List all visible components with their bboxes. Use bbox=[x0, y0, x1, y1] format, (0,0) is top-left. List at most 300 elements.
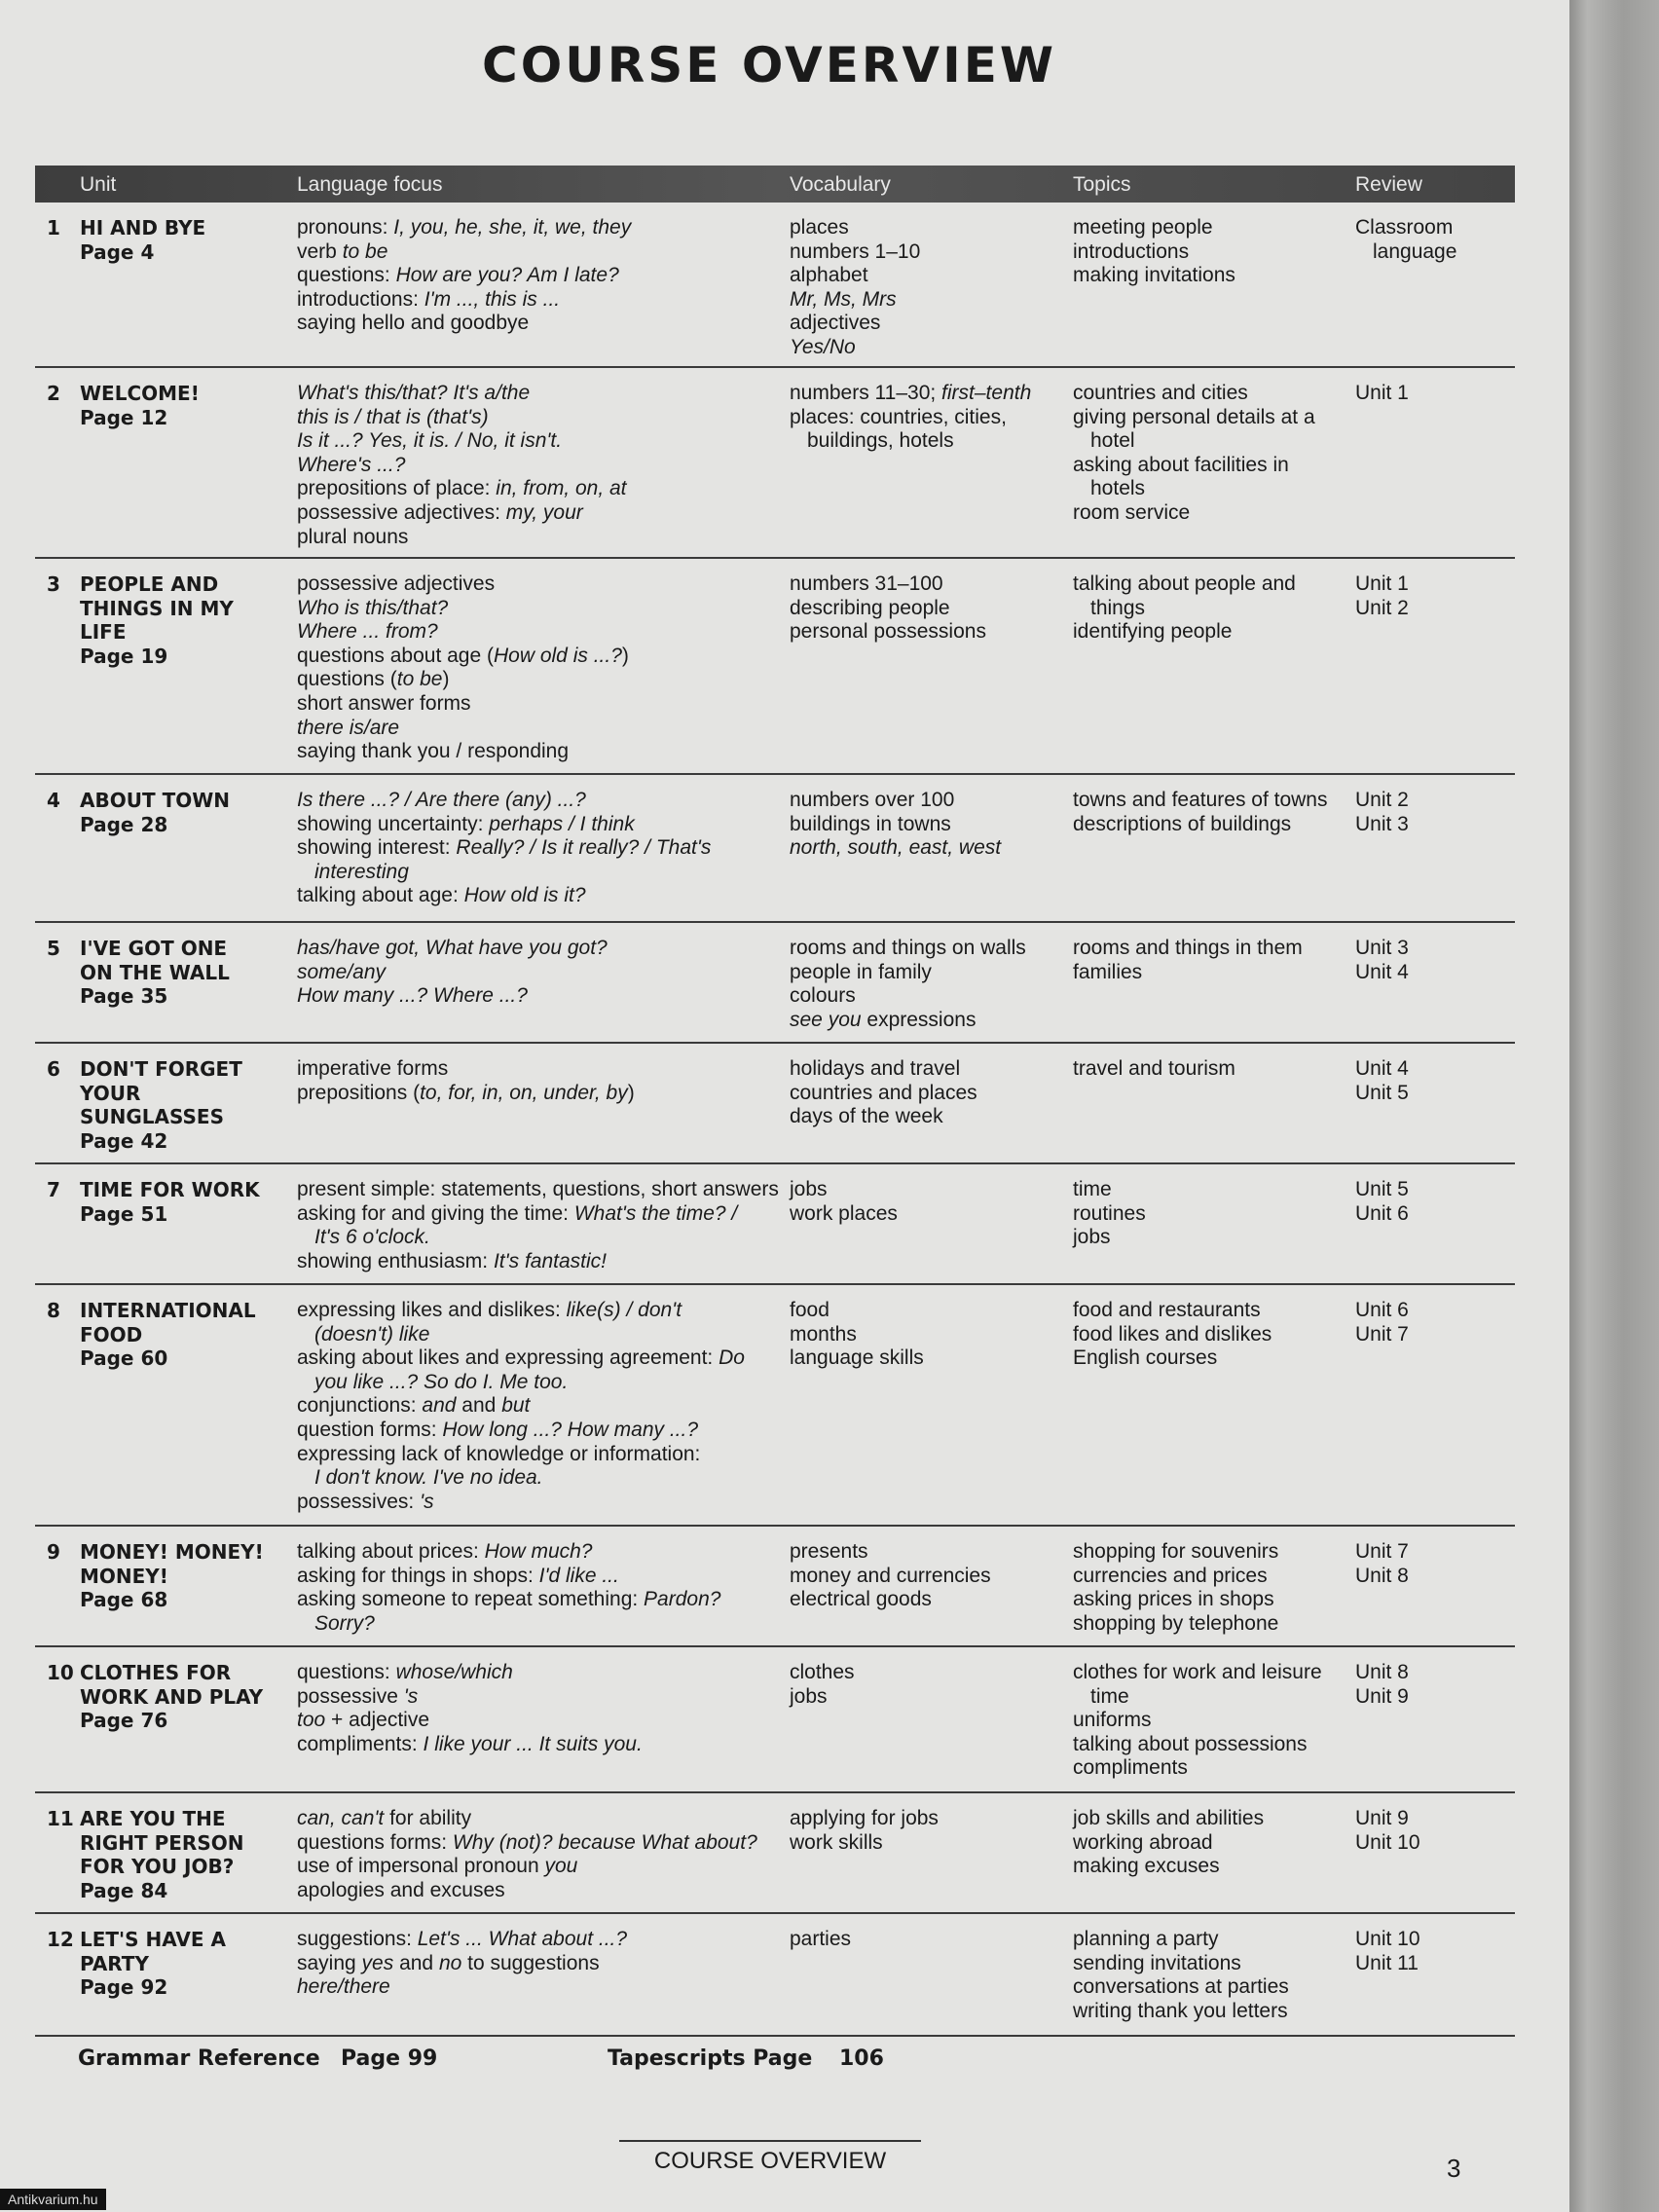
topics-text: meeting people bbox=[1073, 216, 1213, 239]
unit-title-line: CLOTHES FOR bbox=[80, 1661, 232, 1684]
language-focus-line bbox=[297, 454, 784, 478]
language-focus-line bbox=[297, 1394, 784, 1419]
language-focus-text: Where's ...? bbox=[297, 453, 406, 476]
vocabulary-text: language skills bbox=[790, 1346, 924, 1370]
topics-cell bbox=[1073, 216, 1355, 288]
vocabulary-text: people in family bbox=[790, 960, 932, 983]
grammar-reference-page: Page 99 bbox=[341, 2046, 438, 2071]
language-focus-line bbox=[297, 1855, 784, 1879]
topics-text: travel and tourism bbox=[1073, 1057, 1235, 1080]
language-focus-cell bbox=[297, 1661, 784, 1756]
topics-text: making excuses bbox=[1073, 1855, 1220, 1878]
topics-line bbox=[1073, 813, 1355, 837]
language-focus-line bbox=[297, 312, 784, 336]
topics-text: towns and features of towns bbox=[1073, 789, 1328, 811]
language-focus-text: showing uncertainty: bbox=[297, 812, 490, 835]
language-focus-line bbox=[297, 1491, 784, 1515]
language-focus-line bbox=[297, 1082, 784, 1106]
unit-title bbox=[80, 789, 304, 836]
language-focus-cell bbox=[297, 1928, 784, 2000]
language-focus-line bbox=[297, 1371, 784, 1395]
language-focus-line bbox=[297, 717, 784, 741]
unit-number: 11 bbox=[47, 1807, 74, 1830]
header-language-focus: Language focus bbox=[297, 173, 443, 196]
topics-text: conversations at parties bbox=[1073, 1975, 1289, 1999]
language-focus-line bbox=[297, 1879, 784, 1903]
table-row bbox=[35, 923, 1515, 1044]
language-focus-line bbox=[297, 1466, 784, 1491]
topics-text: rooms and things in them bbox=[1073, 937, 1303, 959]
review-cell bbox=[1355, 789, 1501, 836]
language-focus-text: It's fantastic! bbox=[493, 1249, 608, 1272]
vocabulary-line bbox=[790, 1202, 1062, 1227]
table-row bbox=[35, 1647, 1515, 1793]
vocabulary-text: months bbox=[790, 1322, 857, 1346]
review-line bbox=[1355, 813, 1501, 837]
language-focus-text: Why (not)? because What about? bbox=[452, 1830, 757, 1854]
vocabulary-line bbox=[790, 1565, 1062, 1589]
topics-line bbox=[1073, 1661, 1355, 1685]
language-focus-text: How old is it? bbox=[463, 884, 586, 907]
unit-title bbox=[80, 1299, 304, 1371]
language-focus-cell bbox=[297, 1057, 784, 1105]
language-focus-text: showing enthusiasm: bbox=[297, 1249, 494, 1272]
unit-title-line: WORK AND PLAY bbox=[80, 1684, 264, 1709]
review-line bbox=[1355, 572, 1501, 597]
unit-title-line: I'VE GOT ONE bbox=[80, 937, 228, 960]
table-header bbox=[35, 166, 1515, 203]
review-cell bbox=[1355, 1178, 1501, 1226]
language-focus-line bbox=[297, 861, 784, 885]
vocabulary-text: see you bbox=[790, 1008, 862, 1031]
vocabulary-line bbox=[790, 1323, 1062, 1347]
language-focus-line bbox=[297, 1443, 784, 1467]
review-text: Unit 5 bbox=[1355, 1081, 1409, 1104]
topics-line bbox=[1073, 477, 1355, 501]
unit-title-line: ABOUT TOWN bbox=[80, 789, 231, 812]
review-line bbox=[1355, 1661, 1501, 1685]
review-line bbox=[1355, 597, 1501, 621]
review-cell bbox=[1355, 1807, 1501, 1855]
language-focus-text: verb bbox=[297, 240, 343, 263]
language-focus-line bbox=[297, 813, 784, 837]
review-line bbox=[1355, 1323, 1501, 1347]
vocabulary-line bbox=[790, 597, 1062, 621]
language-focus-text: to be bbox=[342, 240, 388, 263]
topics-line bbox=[1073, 1975, 1355, 2000]
vocabulary-line bbox=[790, 961, 1062, 985]
topics-line bbox=[1073, 406, 1355, 430]
unit-number: 12 bbox=[47, 1928, 74, 1951]
language-focus-text: questions: bbox=[297, 1661, 396, 1683]
vocabulary-cell bbox=[790, 1057, 1062, 1129]
table-row bbox=[35, 1285, 1515, 1527]
vocabulary-line bbox=[790, 620, 1062, 645]
vocabulary-text: presents bbox=[790, 1540, 868, 1563]
unit-title bbox=[80, 216, 304, 264]
unit-title-line: PEOPLE AND bbox=[80, 572, 219, 596]
unit-number: 1 bbox=[47, 216, 60, 240]
vocabulary-cell bbox=[790, 572, 1062, 645]
table-row bbox=[35, 1914, 1515, 2037]
language-focus-text: expressing lack of knowledge or information: bbox=[297, 1442, 701, 1465]
vocabulary-cell bbox=[790, 382, 1062, 454]
language-focus-text: 's bbox=[403, 1684, 419, 1708]
topics-line bbox=[1073, 1952, 1355, 1976]
header-topics: Topics bbox=[1073, 173, 1131, 196]
language-focus-text: this is / that is (that's) bbox=[297, 405, 489, 428]
review-text: Unit 7 bbox=[1355, 1322, 1409, 1346]
unit-title-line: ON THE WALL bbox=[80, 960, 230, 984]
language-focus-line bbox=[297, 1952, 784, 1976]
vocabulary-text: parties bbox=[790, 1928, 852, 1950]
vocabulary-text: Mr, Ms, Mrs bbox=[790, 287, 897, 311]
table-row bbox=[35, 775, 1515, 923]
unit-title-line: Page 19 bbox=[80, 644, 168, 668]
page-number: 3 bbox=[1447, 2154, 1461, 2183]
topics-text: descriptions of buildings bbox=[1073, 812, 1292, 835]
review-text: Unit 2 bbox=[1355, 789, 1409, 811]
vocabulary-line bbox=[790, 1009, 1062, 1033]
vocabulary-line bbox=[790, 1928, 1062, 1952]
vocabulary-line bbox=[790, 1346, 1062, 1371]
review-line bbox=[1355, 1202, 1501, 1227]
language-focus-text: my, your bbox=[505, 500, 583, 524]
review-text: Unit 10 bbox=[1355, 1830, 1420, 1854]
topics-text: planning a party bbox=[1073, 1928, 1219, 1950]
unit-number: 5 bbox=[47, 937, 60, 960]
vocabulary-text: numbers 31–100 bbox=[790, 572, 943, 595]
review-cell bbox=[1355, 937, 1501, 984]
topics-line bbox=[1073, 961, 1355, 985]
review-cell bbox=[1355, 382, 1501, 406]
topics-line bbox=[1073, 1057, 1355, 1082]
tapescripts-page: 106 bbox=[839, 2046, 884, 2071]
topics-line bbox=[1073, 1685, 1355, 1710]
review-text: Unit 1 bbox=[1355, 572, 1409, 595]
topics-cell bbox=[1073, 1299, 1355, 1371]
language-focus-text: I don't know. I've no idea. bbox=[314, 1466, 543, 1490]
language-focus-line bbox=[297, 572, 784, 597]
topics-line bbox=[1073, 240, 1355, 265]
language-focus-text: expressing likes and dislikes: bbox=[297, 1299, 567, 1321]
topics-text: shopping by telephone bbox=[1073, 1611, 1279, 1635]
language-focus-cell bbox=[297, 1807, 784, 1902]
language-focus-text: How long ...? How many ...? bbox=[442, 1418, 699, 1441]
language-focus-cell bbox=[297, 382, 784, 549]
topics-text: making invitations bbox=[1073, 264, 1235, 287]
language-focus-text: It's 6 o'clock. bbox=[314, 1226, 430, 1249]
vocabulary-line bbox=[790, 264, 1062, 288]
table-row bbox=[35, 1793, 1515, 1914]
language-focus-line bbox=[297, 1588, 784, 1612]
unit-title-line: LET'S HAVE A bbox=[80, 1928, 226, 1951]
unit-number: 8 bbox=[47, 1299, 60, 1322]
unit-title-line: Page 76 bbox=[80, 1709, 168, 1733]
unit-title-line: THINGS IN MY bbox=[80, 596, 234, 620]
language-focus-text: some/any bbox=[297, 960, 387, 983]
language-focus-text: yes bbox=[361, 1951, 394, 1974]
topics-cell bbox=[1073, 789, 1355, 836]
language-focus-text: Pardon? bbox=[644, 1588, 721, 1611]
topics-line bbox=[1073, 1807, 1355, 1831]
vocabulary-line bbox=[790, 1831, 1062, 1856]
language-focus-cell bbox=[297, 216, 784, 336]
language-focus-line bbox=[297, 620, 784, 645]
topics-cell bbox=[1073, 1661, 1355, 1781]
unit-number: 3 bbox=[47, 572, 60, 596]
topics-text: talking about people and bbox=[1073, 572, 1296, 595]
language-focus-line bbox=[297, 1057, 784, 1082]
language-focus-text: ) bbox=[627, 1081, 635, 1104]
language-focus-line bbox=[297, 836, 784, 861]
language-focus-text: to, for, in, on, under, by bbox=[420, 1081, 628, 1104]
language-focus-line bbox=[297, 477, 784, 501]
vocabulary-text: clothes bbox=[790, 1661, 855, 1683]
unit-number: 4 bbox=[47, 789, 60, 812]
language-focus-text: 's bbox=[420, 1490, 434, 1513]
language-focus-line bbox=[297, 1565, 784, 1589]
language-focus-text: short answer forms bbox=[297, 691, 471, 715]
language-focus-text: use of impersonal pronoun bbox=[297, 1855, 545, 1878]
language-focus-line bbox=[297, 645, 784, 669]
topics-line bbox=[1073, 264, 1355, 288]
unit-title-line: HI AND BYE bbox=[80, 216, 206, 240]
unit-title-line: Page 28 bbox=[80, 812, 168, 836]
unit-number: 6 bbox=[47, 1057, 60, 1081]
vocabulary-text: applying for jobs bbox=[790, 1807, 939, 1829]
topics-text: compliments bbox=[1073, 1756, 1188, 1780]
vocabulary-text: alphabet bbox=[790, 264, 868, 287]
language-focus-text: and bbox=[422, 1394, 457, 1418]
language-focus-text: has/have got, What have you got? bbox=[297, 937, 608, 959]
topics-text: time bbox=[1090, 1684, 1129, 1708]
language-focus-text: plural nouns bbox=[297, 525, 409, 548]
language-focus-text: possessive bbox=[297, 1684, 404, 1708]
review-cell bbox=[1355, 1299, 1501, 1346]
topics-line bbox=[1073, 1928, 1355, 1952]
language-focus-text: questions ( bbox=[297, 668, 397, 691]
language-focus-text: + adjective bbox=[325, 1709, 430, 1732]
vocabulary-line bbox=[790, 382, 1062, 406]
review-cell bbox=[1355, 1057, 1501, 1105]
topics-text: uniforms bbox=[1073, 1709, 1152, 1732]
language-focus-text: too bbox=[297, 1709, 326, 1732]
language-focus-line bbox=[297, 1612, 784, 1637]
topics-text: hotel bbox=[1090, 429, 1135, 453]
language-focus-line bbox=[297, 1709, 784, 1733]
language-focus-line bbox=[297, 1226, 784, 1250]
vocabulary-cell bbox=[790, 1928, 1062, 1952]
review-text: Unit 2 bbox=[1355, 596, 1409, 619]
vocabulary-text: north, south, east, west bbox=[790, 836, 1002, 860]
page-title: COURSE OVERVIEW bbox=[482, 37, 1056, 93]
language-focus-text: I'm ..., this is ... bbox=[424, 287, 561, 311]
language-focus-text: How old is ...? bbox=[493, 644, 622, 667]
language-focus-text: compliments: bbox=[297, 1732, 424, 1755]
language-focus-line bbox=[297, 984, 784, 1009]
vocabulary-cell bbox=[790, 937, 1062, 1032]
vocabulary-text: places bbox=[790, 216, 849, 239]
language-focus-text: I, you, he, she, it, we, they bbox=[393, 216, 632, 239]
vocabulary-text: Yes/No bbox=[790, 335, 856, 358]
language-focus-text: How are you? Am I late? bbox=[395, 264, 619, 287]
review-text: language bbox=[1373, 240, 1457, 263]
review-line bbox=[1355, 1565, 1501, 1589]
topics-text: routines bbox=[1073, 1201, 1146, 1225]
language-focus-text: but bbox=[501, 1394, 531, 1418]
review-line bbox=[1355, 1685, 1501, 1710]
language-focus-line bbox=[297, 1346, 784, 1371]
language-focus-line bbox=[297, 240, 784, 265]
language-focus-text: What's this/that? It's a/the bbox=[297, 382, 531, 404]
table-row bbox=[35, 203, 1515, 368]
vocabulary-line bbox=[790, 216, 1062, 240]
topics-text: families bbox=[1073, 960, 1143, 983]
vocabulary-text: colours bbox=[790, 984, 856, 1008]
language-focus-text: questions about age ( bbox=[297, 644, 494, 667]
topics-text: giving personal details at a bbox=[1073, 405, 1315, 428]
table-row bbox=[35, 1164, 1515, 1285]
vocabulary-text: first–tenth bbox=[941, 382, 1032, 404]
language-focus-line bbox=[297, 264, 784, 288]
topics-line bbox=[1073, 1855, 1355, 1879]
unit-title bbox=[80, 1057, 304, 1153]
review-text: Unit 6 bbox=[1355, 1299, 1409, 1321]
topics-line bbox=[1073, 1346, 1355, 1371]
language-focus-text: Sorry? bbox=[314, 1611, 375, 1635]
language-focus-line bbox=[297, 668, 784, 692]
review-text: Unit 4 bbox=[1355, 1057, 1409, 1080]
grammar-reference-label: Grammar Reference bbox=[78, 2046, 320, 2071]
unit-title-line: PARTY bbox=[80, 1951, 149, 1975]
page-edge bbox=[1569, 0, 1659, 2212]
unit-title bbox=[80, 1807, 304, 1902]
topics-cell bbox=[1073, 1540, 1355, 1636]
vocabulary-text: jobs bbox=[790, 1178, 828, 1200]
language-focus-text: pronouns: bbox=[297, 216, 394, 239]
review-line bbox=[1355, 937, 1501, 961]
language-focus-line bbox=[297, 429, 784, 454]
language-focus-text: suggestions: bbox=[297, 1928, 418, 1950]
language-focus-text: Let's ... What about ...? bbox=[417, 1928, 628, 1950]
language-focus-line bbox=[297, 406, 784, 430]
table-row bbox=[35, 368, 1515, 559]
review-line bbox=[1355, 1057, 1501, 1082]
language-focus-line bbox=[297, 597, 784, 621]
topics-text: food and restaurants bbox=[1073, 1299, 1261, 1321]
language-focus-text: ) bbox=[621, 644, 629, 667]
running-footer: COURSE OVERVIEW bbox=[653, 2148, 887, 2174]
language-focus-text: apologies and excuses bbox=[297, 1878, 505, 1901]
topics-line bbox=[1073, 1226, 1355, 1250]
language-focus-text: possessive adjectives: bbox=[297, 500, 506, 524]
topics-cell bbox=[1073, 382, 1355, 526]
unit-title bbox=[80, 1928, 304, 2000]
vocabulary-line bbox=[790, 312, 1062, 336]
vocabulary-line bbox=[790, 1588, 1062, 1612]
language-focus-text: (doesn't) like bbox=[314, 1322, 430, 1346]
language-focus-text: introductions: bbox=[297, 287, 424, 311]
language-focus-line bbox=[297, 1250, 784, 1274]
language-focus-text: you bbox=[544, 1855, 578, 1878]
review-line bbox=[1355, 240, 1501, 265]
topics-line bbox=[1073, 789, 1355, 813]
unit-title-line: FOOD bbox=[80, 1322, 143, 1346]
review-line bbox=[1355, 1082, 1501, 1106]
language-focus-line bbox=[297, 1831, 784, 1856]
vocabulary-cell bbox=[790, 789, 1062, 861]
unit-title-line: Page 42 bbox=[80, 1128, 168, 1153]
language-focus-line bbox=[297, 1299, 784, 1323]
language-focus-text: imperative forms bbox=[297, 1057, 449, 1080]
unit-title-line: WELCOME! bbox=[80, 382, 200, 405]
unit-title bbox=[80, 382, 304, 429]
unit-number: 9 bbox=[47, 1540, 60, 1564]
vocabulary-line bbox=[790, 336, 1062, 360]
review-cell bbox=[1355, 1928, 1501, 1975]
language-focus-text: like(s) / don't bbox=[566, 1299, 682, 1321]
topics-line bbox=[1073, 1612, 1355, 1637]
language-focus-text: I like your ... It suits you. bbox=[423, 1732, 643, 1755]
review-line bbox=[1355, 1178, 1501, 1202]
topics-line bbox=[1073, 1178, 1355, 1202]
topics-text: writing thank you letters bbox=[1073, 1999, 1288, 2022]
topics-line bbox=[1073, 1831, 1355, 1856]
table-row bbox=[35, 1044, 1515, 1164]
unit-title-line: MONEY! bbox=[80, 1564, 168, 1588]
language-focus-text: there is/are bbox=[297, 716, 400, 739]
language-focus-text: and bbox=[456, 1394, 502, 1418]
vocabulary-text: buildings, hotels bbox=[807, 429, 954, 453]
topics-cell bbox=[1073, 1178, 1355, 1250]
language-focus-text: talking about prices: bbox=[297, 1540, 485, 1563]
unit-number: 2 bbox=[47, 382, 60, 405]
review-line bbox=[1355, 1807, 1501, 1831]
language-focus-line bbox=[297, 1661, 784, 1685]
topics-line bbox=[1073, 1540, 1355, 1565]
review-line bbox=[1355, 1952, 1501, 1976]
language-focus-text: How much? bbox=[484, 1540, 593, 1563]
language-focus-text: How many ...? Where ...? bbox=[297, 984, 528, 1008]
language-focus-text: showing interest: bbox=[297, 836, 457, 860]
vocabulary-line bbox=[790, 937, 1062, 961]
language-focus-line bbox=[297, 1419, 784, 1443]
unit-title bbox=[80, 1178, 304, 1226]
language-focus-cell bbox=[297, 937, 784, 1009]
language-focus-line bbox=[297, 961, 784, 985]
language-focus-text: talking about age: bbox=[297, 884, 464, 907]
topics-line bbox=[1073, 1756, 1355, 1781]
topics-text: food likes and dislikes bbox=[1073, 1322, 1272, 1346]
header-vocabulary: Vocabulary bbox=[790, 173, 891, 196]
language-focus-text: asking for and giving the time: bbox=[297, 1201, 574, 1225]
language-focus-text: to suggestions bbox=[461, 1951, 600, 1974]
topics-text: job skills and abilities bbox=[1073, 1807, 1265, 1829]
topics-cell bbox=[1073, 1807, 1355, 1879]
topics-line bbox=[1073, 572, 1355, 597]
topics-cell bbox=[1073, 1928, 1355, 2023]
review-text: Unit 10 bbox=[1355, 1928, 1420, 1950]
vocabulary-line bbox=[790, 406, 1062, 430]
language-focus-text: asking someone to repeat something: bbox=[297, 1588, 645, 1611]
unit-title-line: ARE YOU THE bbox=[80, 1807, 226, 1830]
vocabulary-line bbox=[790, 1082, 1062, 1106]
topics-text: things bbox=[1090, 596, 1146, 619]
language-focus-text: Really? / Is it really? / That's bbox=[456, 836, 712, 860]
vocabulary-line bbox=[790, 288, 1062, 313]
vocabulary-cell bbox=[790, 1178, 1062, 1226]
